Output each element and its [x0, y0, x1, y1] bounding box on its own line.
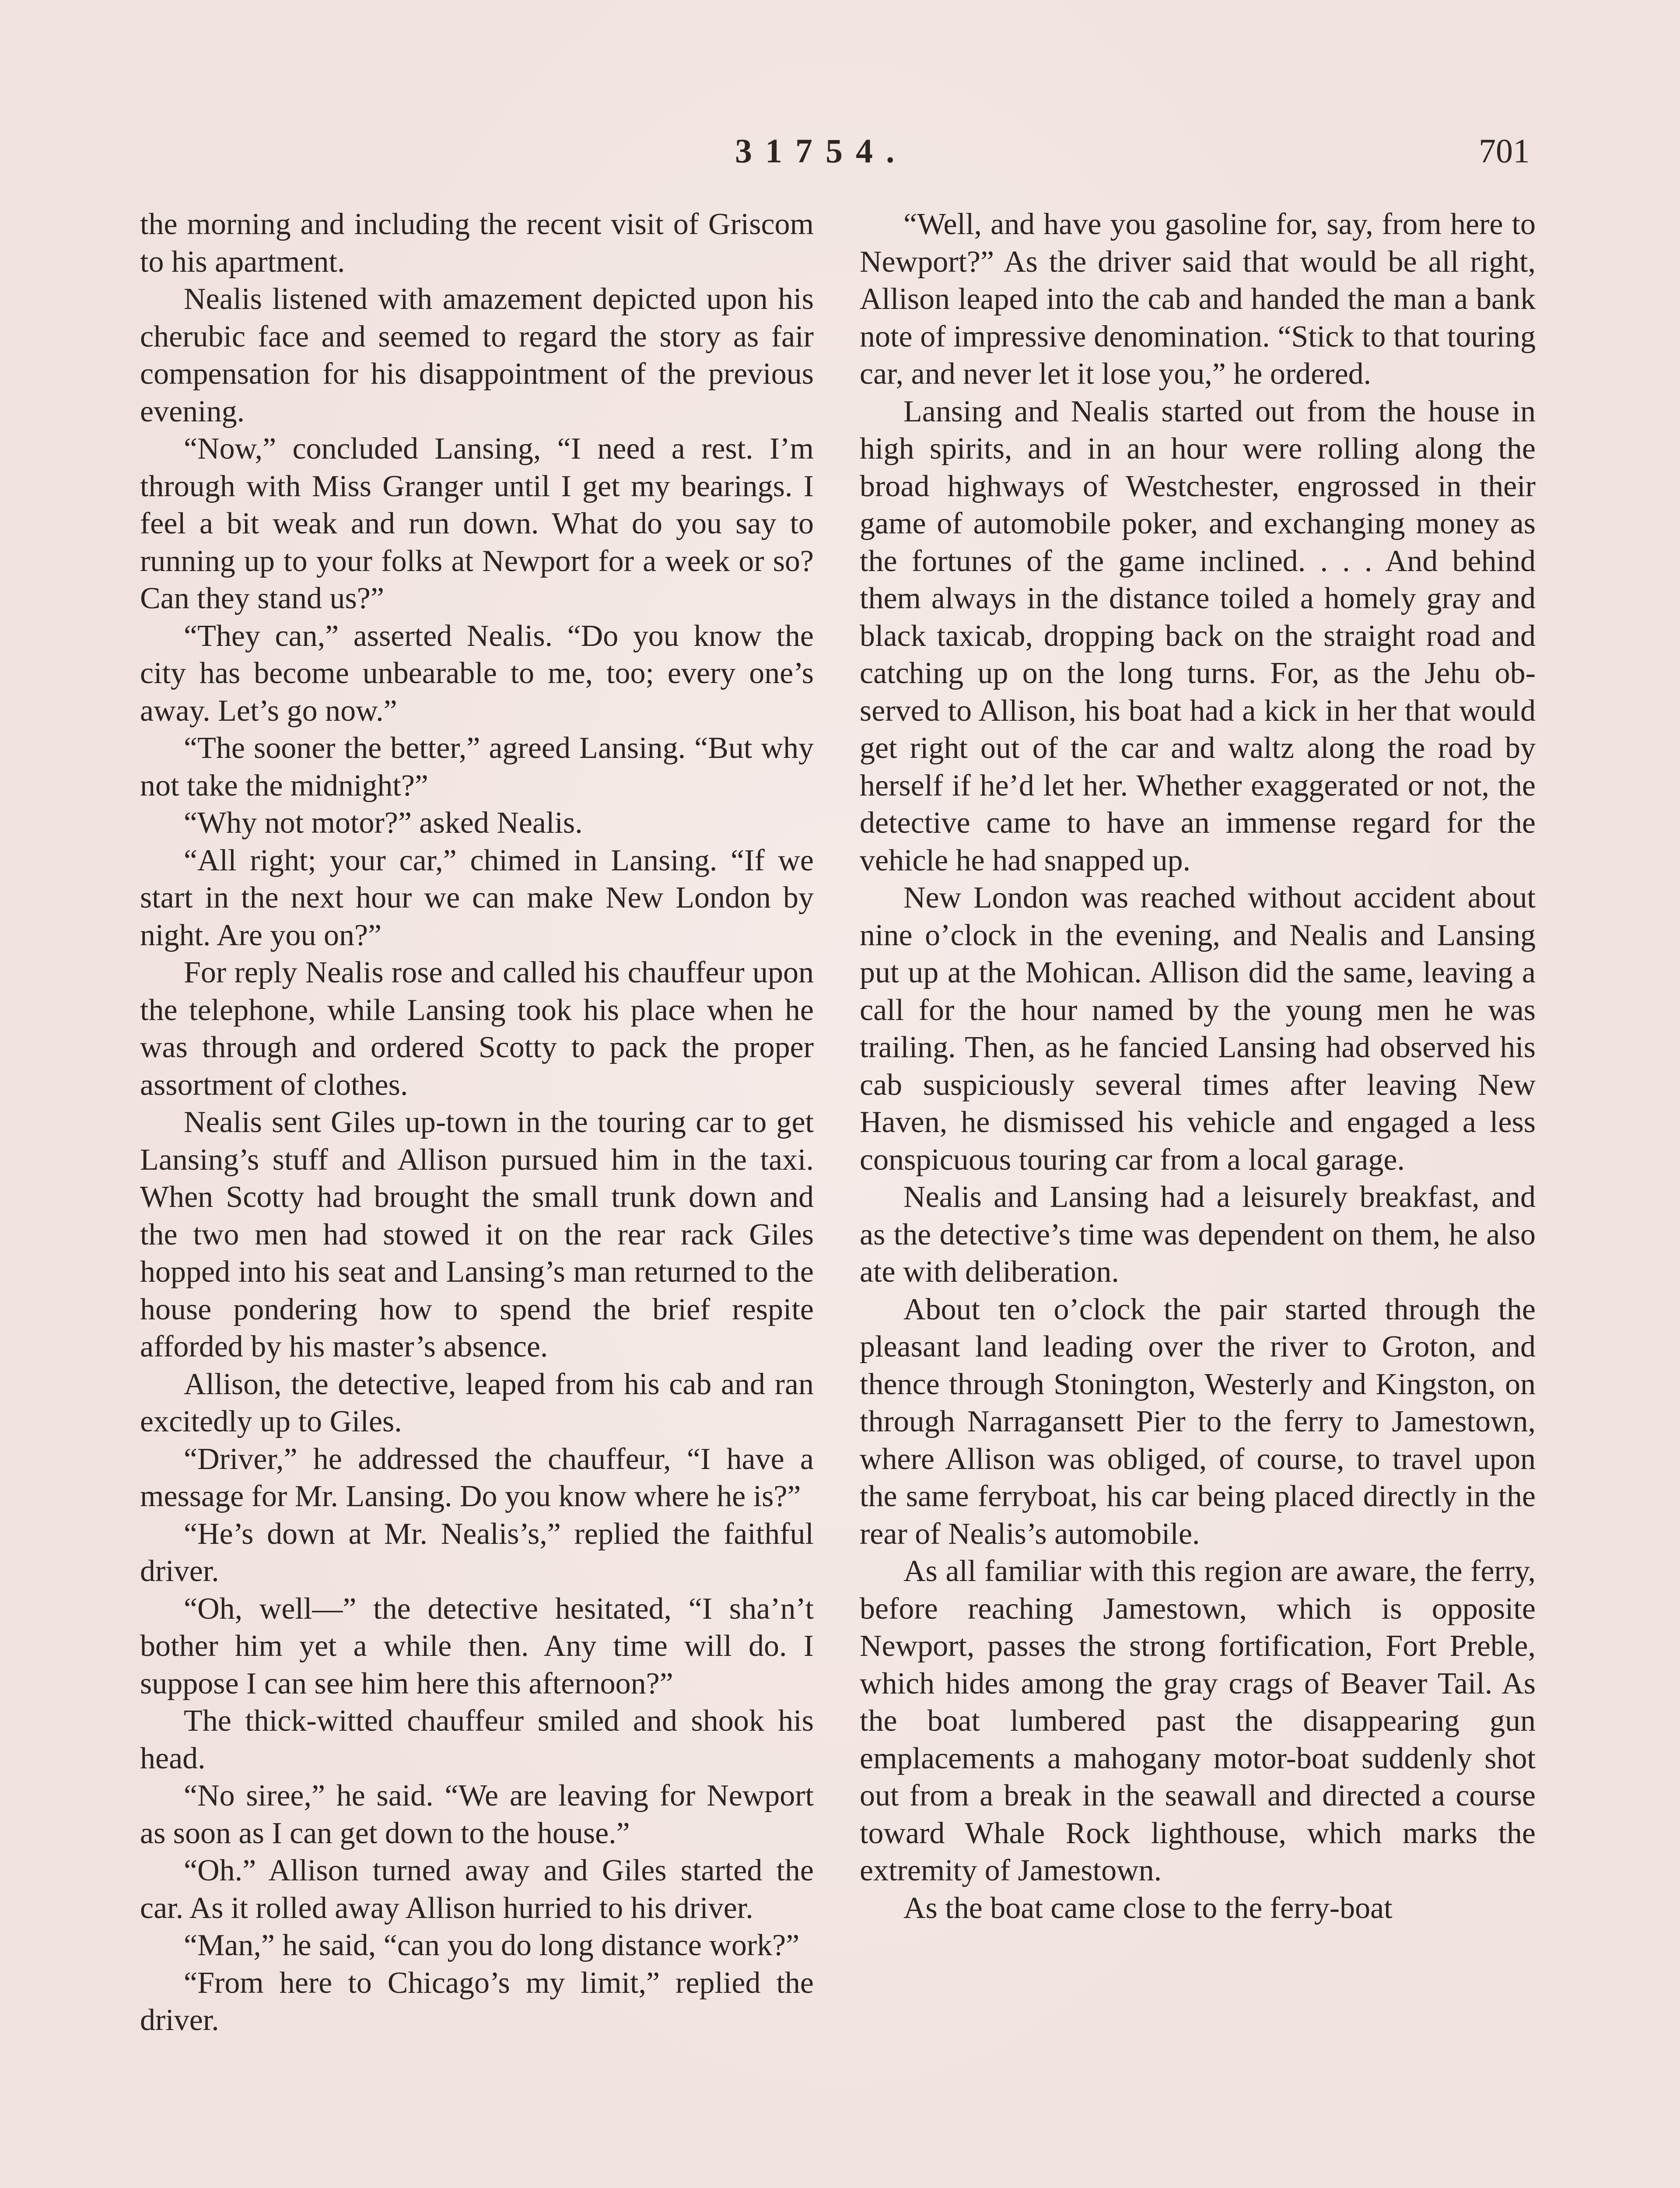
paragraph: “Oh.” Allison turned away and Giles started the car. As it rolled away Allison hurried to his driver.	[140, 1854, 814, 1925]
paragraph: “Driver,” he addressed the chauffeur, “I have a message for Mr. Lansing. Do you know where he is?”	[140, 1442, 814, 1513]
paragraph: Allison, the detective, leaped from his cab and ran excitedly up to Giles.	[140, 1367, 814, 1438]
paragraph: “From here to Chicago’s my limit,” replied the driver.	[140, 1966, 814, 2037]
paragraph: The thick-witted chauffeur smiled and shook his head.	[140, 1704, 814, 1775]
paragraph: the morning and including the recent visit of Griscom to his apartment.	[140, 207, 814, 279]
page-number: 701	[1479, 132, 1530, 170]
paragraph: “Man,” he said, “can you do long distance work?”	[184, 1929, 800, 1962]
paragraph: Nealis sent Giles up-town in the touring car to get Lansing’s stuff and Allison pursued him in the taxi. When Scotty had brought the small trunk down and the two men had stowed it on the rear rack Giles hopped into his seat and Lansing’s man returned to the house pondering how to spend the brief respite afforded by his master’s absence.	[140, 1105, 814, 1364]
page-serial-number: 31754.	[735, 132, 908, 170]
paragraph: “No siree,” he said. “We are leaving for Newport as soon as I can get down to the house.”	[140, 1779, 814, 1850]
paragraph: Lansing and Nealis started out from the house in high spirits, and in an hour were rolling along the broad highways of Westchester, engrossed in their game of automobile poker, and exchanging money as the fortunes of the game inclined. . . . And behind them always in the distance toiled a homely gray and black taxicab, dropping back on the straight road and catching up on the long turns. For, as the Jehu observed to Allison, his boat had a kick in her that would get right out of the car and waltz along the road by herself if he’d let her. Whether exaggerated or not, the detective came to have an immense regard for the vehicle he had snapped up.	[860, 394, 1536, 877]
paragraph: For reply Nealis rose and called his chauffeur upon the telephone, while Lansing took his place when he was through and ordered Scotty to pack the proper assortment of clothes.	[140, 956, 814, 1102]
paragraph: “Why not motor?” asked Nealis.	[184, 806, 583, 840]
paragraph: As the boat came close to the ferry-boat	[903, 1891, 1393, 1925]
right-column	[860, 206, 1536, 1927]
paragraph: Nealis and Lansing had a leisurely breakfast, and as the detective’s time was dependent on them, he also ate with deliberation.	[860, 1180, 1536, 1289]
paragraph: New London was reached without accident about nine o’clock in the evening, and Nealis and Lansing put up at the Mohican. Allison did the same, leaving a call for the hour named by the young men he was trailing. Then, as he fancied Lansing had observed his cab suspiciously several times after leaving New Haven, he dismissed his vehicle and engaged a less conspicuous touring car from a local garage.	[860, 881, 1536, 1177]
paragraph: Nealis listened with amazement depicted upon his cherubic face and seemed to regard the story as fair compensation for his disappointment of the previous evening.	[140, 282, 814, 428]
paragraph: “Well, and have you gasoline for, say, from here to Newport?” As the driver said that would be all right, Allison leaped into the cab and handed the man a bank note of impressive denomination. “Stick to that touring car, and never let it lose you,” he ordered.	[860, 207, 1536, 391]
paragraph: “He’s down at Mr. Nealis’s,” replied the faithful driver.	[140, 1517, 814, 1588]
paragraph: “The sooner the better,” agreed Lansing. “But why not take the midnight?”	[140, 731, 814, 803]
paragraph: “Oh, well—” the detective hesitated, “I sha’n’t bother him yet a while then. Any time will do. I suppose I can see him here this afternoon?”	[140, 1592, 814, 1701]
left-column	[140, 206, 814, 2039]
paragraph: “Now,” concluded Lansing, “I need a rest. I’m through with Miss Granger until I get my bearings. I feel a bit weak and run down. What do you say to running up to your folks at Newport for a week or so? Can they stand us?”	[140, 432, 814, 615]
paragraph: About ten o’clock the pair started through the pleasant land leading over the river to Groton, and thence through Stonington, Westerly and Kingston, on through Narragansett Pier to the ferry to Jamestown, where Allison was obliged, of course, to travel upon the same ferryboat, his car being placed directly in the rear of Nealis’s automobile.	[860, 1292, 1536, 1551]
paragraph: “They can,” asserted Nealis. “Do you know the city has become unbearable to me, too; every one’s away. Let’s go now.”	[140, 619, 814, 728]
paragraph: “All right; your car,” chimed in Lansing. “If we start in the next hour we can make New London by night. Are you on?”	[140, 843, 814, 952]
paragraph: As all familiar with this region are aware, the ferry, before reaching Jamestown, which is opposite Newport, passes the strong fortification, Fort Preble, which hides among the gray crags of Beaver Tail. As the boat lumbered past the disappearing gun emplacements a mahogany motor-boat suddenly shot out from a break in the seawall and directed a course toward Whale Rock lighthouse, which marks the extremity of Jamestown.	[860, 1554, 1536, 1887]
